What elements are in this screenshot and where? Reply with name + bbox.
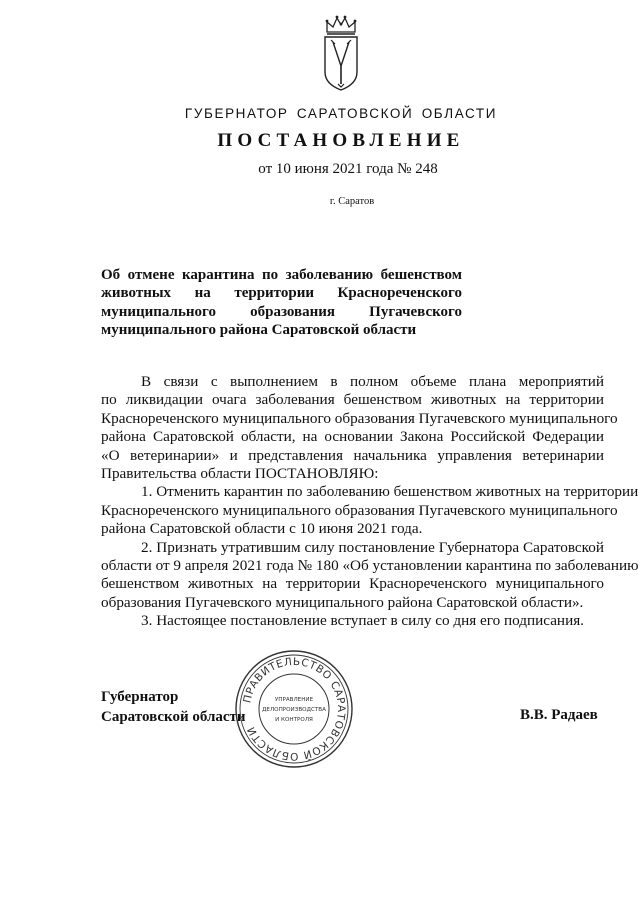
stamp-inner-line: ДЕЛОПРОИЗВОДСТВА — [262, 707, 326, 713]
signatory-position — [101, 687, 246, 727]
signatory-position-line: Саратовской области — [101, 709, 246, 725]
body-line: бешенством животных на территории Краснореченского муниципального — [101, 575, 604, 593]
document-subject — [101, 266, 462, 339]
body-line: 3. Настоящее постановление вступает в силу со дня его подписания. — [141, 612, 584, 630]
subject-line: Об отмене карантина по заболеванию бешенством — [101, 267, 462, 283]
body-line: Краснореченского муниципального образования Пугачевского муниципального — [101, 501, 618, 519]
document-date-number: от 10 июня 2021 года № 248 — [258, 161, 438, 177]
stamp-inner-line: УПРАВЛЕНИЕ — [274, 697, 314, 703]
coat-of-arms-icon — [321, 14, 361, 92]
body-line: Краснореченского муниципального образования Пугачевского муниципального — [101, 409, 618, 427]
stamp-inner-line: И КОНТРОЛЯ — [275, 717, 313, 723]
subject-line: муниципального района Саратовской области — [101, 321, 417, 338]
body-line: района Саратовской области, на основании Закона Российской Федерации — [101, 428, 604, 446]
body-line: 1. Отменить карантин по заболеванию бешенством животных на территории — [141, 483, 639, 501]
body-line: 2. Признать утратившим силу постановление Губернатора Саратовской — [141, 538, 604, 556]
document-type-title: ПОСТАНОВЛЕНИЕ — [217, 130, 465, 151]
subject-line: животных на территории Краснореченского — [101, 285, 462, 302]
body-line: области от 9 апреля 2021 года № 180 «Об установлении карантина по заболеванию — [101, 556, 639, 574]
body-line: района Саратовской области с 10 июня 2021 года. — [101, 520, 423, 538]
document-body — [101, 373, 639, 630]
body-line: В связи с выполнением в полном объеме плана мероприятий — [141, 373, 604, 390]
stamp-outer-text: ПРАВИТЕЛЬСТВО САРАТОВСКОЙ ОБЛАСТИ — [241, 655, 348, 763]
document-city: г. Саратов — [329, 196, 375, 207]
body-line: по ликвидации очага заболевания бешенством животных на территории — [101, 391, 604, 409]
signatory-position-line: Губернатор — [101, 689, 179, 705]
official-stamp — [233, 648, 355, 770]
body-line: Правительства области ПОСТАНОВЛЯЮ: — [101, 464, 379, 482]
signatory-name: В.В. Радаев — [520, 707, 598, 723]
subject-line: муниципального образования Пугачевского — [101, 303, 462, 320]
issuing-authority: ГУБЕРНАТОР САРАТОВСКОЙ ОБЛАСТИ — [184, 106, 498, 121]
body-line: образования Пугачевского муниципального района Саратовской области». — [101, 593, 584, 611]
body-line: «О ветеринарии» и представления начальника управления ветеринарии — [101, 446, 604, 464]
